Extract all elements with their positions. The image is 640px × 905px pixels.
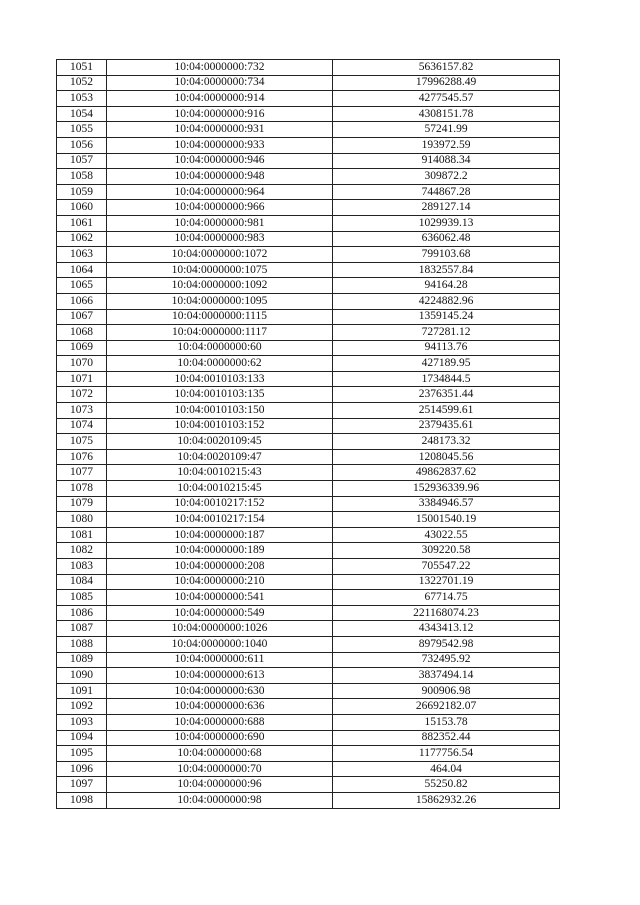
amount-cell: 248173.32 bbox=[333, 434, 560, 450]
table-row bbox=[57, 683, 560, 699]
amount-cell: 2514599.61 bbox=[333, 403, 560, 419]
amount-cell: 309872.2 bbox=[333, 169, 560, 185]
cadastral-code-cell: 10:04:0000000:62 bbox=[107, 356, 333, 372]
cadastral-code-cell: 10:04:0000000:933 bbox=[107, 137, 333, 153]
table-row bbox=[57, 746, 560, 762]
row-number-cell: 1078 bbox=[57, 481, 107, 497]
amount-cell: 1029939.13 bbox=[333, 215, 560, 231]
amount-cell: 1208045.56 bbox=[333, 449, 560, 465]
row-number-cell: 1070 bbox=[57, 356, 107, 372]
row-number-cell: 1076 bbox=[57, 449, 107, 465]
amount-cell: 17996288.49 bbox=[333, 75, 560, 91]
table-body bbox=[57, 60, 560, 809]
table-row bbox=[57, 278, 560, 294]
table-row bbox=[57, 418, 560, 434]
row-number-cell: 1095 bbox=[57, 746, 107, 762]
row-number-cell: 1062 bbox=[57, 231, 107, 247]
cadastral-code-cell: 10:04:0000000:946 bbox=[107, 153, 333, 169]
table-row bbox=[57, 574, 560, 590]
cadastral-code-cell: 10:04:0000000:966 bbox=[107, 200, 333, 216]
cadastral-code-cell: 10:04:0000000:1117 bbox=[107, 325, 333, 341]
table-row bbox=[57, 153, 560, 169]
row-number-cell: 1087 bbox=[57, 621, 107, 637]
table-row bbox=[57, 636, 560, 652]
table-row bbox=[57, 714, 560, 730]
table-row bbox=[57, 652, 560, 668]
table-row bbox=[57, 761, 560, 777]
table-row bbox=[57, 106, 560, 122]
row-number-cell: 1097 bbox=[57, 777, 107, 793]
table-row bbox=[57, 215, 560, 231]
amount-cell: 744867.28 bbox=[333, 184, 560, 200]
row-number-cell: 1088 bbox=[57, 636, 107, 652]
amount-cell: 15001540.19 bbox=[333, 512, 560, 528]
row-number-cell: 1083 bbox=[57, 559, 107, 575]
amount-cell: 1177756.54 bbox=[333, 746, 560, 762]
cadastral-code-cell: 10:04:0000000:208 bbox=[107, 559, 333, 575]
amount-cell: 4277545.57 bbox=[333, 91, 560, 107]
amount-cell: 15862932.26 bbox=[333, 792, 560, 808]
table-row bbox=[57, 75, 560, 91]
row-number-cell: 1056 bbox=[57, 137, 107, 153]
amount-cell: 3384946.57 bbox=[333, 496, 560, 512]
cadastral-code-cell: 10:04:0000000:210 bbox=[107, 574, 333, 590]
amount-cell: 3837494.14 bbox=[333, 668, 560, 684]
amount-cell: 289127.14 bbox=[333, 200, 560, 216]
amount-cell: 914088.34 bbox=[333, 153, 560, 169]
cadastral-code-cell: 10:04:0000000:964 bbox=[107, 184, 333, 200]
amount-cell: 4224882.96 bbox=[333, 293, 560, 309]
table-row bbox=[57, 122, 560, 138]
cadastral-code-cell: 10:04:0010215:45 bbox=[107, 481, 333, 497]
row-number-cell: 1068 bbox=[57, 325, 107, 341]
amount-cell: 5636157.82 bbox=[333, 60, 560, 76]
row-number-cell: 1075 bbox=[57, 434, 107, 450]
row-number-cell: 1065 bbox=[57, 278, 107, 294]
row-number-cell: 1079 bbox=[57, 496, 107, 512]
row-number-cell: 1063 bbox=[57, 247, 107, 263]
cadastral-code-cell: 10:04:0000000:690 bbox=[107, 730, 333, 746]
table-row bbox=[57, 481, 560, 497]
amount-cell: 2379435.61 bbox=[333, 418, 560, 434]
amount-cell: 732495.92 bbox=[333, 652, 560, 668]
table-row bbox=[57, 356, 560, 372]
amount-cell: 309220.58 bbox=[333, 543, 560, 559]
table-row bbox=[57, 621, 560, 637]
amount-cell: 94113.76 bbox=[333, 340, 560, 356]
row-number-cell: 1060 bbox=[57, 200, 107, 216]
table-row bbox=[57, 309, 560, 325]
row-number-cell: 1071 bbox=[57, 371, 107, 387]
table-row bbox=[57, 247, 560, 263]
cadastral-code-cell: 10:04:0000000:189 bbox=[107, 543, 333, 559]
amount-cell: 705547.22 bbox=[333, 559, 560, 575]
amount-cell: 8979542.98 bbox=[333, 636, 560, 652]
cadastral-code-cell: 10:04:0000000:688 bbox=[107, 714, 333, 730]
amount-cell: 4343413.12 bbox=[333, 621, 560, 637]
table-row bbox=[57, 169, 560, 185]
amount-cell: 1734844.5 bbox=[333, 371, 560, 387]
row-number-cell: 1090 bbox=[57, 668, 107, 684]
row-number-cell: 1092 bbox=[57, 699, 107, 715]
cadastral-code-cell: 10:04:0000000:1115 bbox=[107, 309, 333, 325]
table-row bbox=[57, 559, 560, 575]
table-row bbox=[57, 371, 560, 387]
table-row bbox=[57, 730, 560, 746]
amount-cell: 15153.78 bbox=[333, 714, 560, 730]
table-row bbox=[57, 184, 560, 200]
row-number-cell: 1082 bbox=[57, 543, 107, 559]
amount-cell: 636062.48 bbox=[333, 231, 560, 247]
cadastral-code-cell: 10:04:0000000:630 bbox=[107, 683, 333, 699]
cadastral-code-cell: 10:04:0020109:47 bbox=[107, 449, 333, 465]
cadastral-code-cell: 10:04:0000000:981 bbox=[107, 215, 333, 231]
cadastral-code-cell: 10:04:0000000:70 bbox=[107, 761, 333, 777]
amount-cell: 26692182.07 bbox=[333, 699, 560, 715]
row-number-cell: 1066 bbox=[57, 293, 107, 309]
row-number-cell: 1059 bbox=[57, 184, 107, 200]
row-number-cell: 1085 bbox=[57, 590, 107, 606]
cadastral-code-cell: 10:04:0000000:1040 bbox=[107, 636, 333, 652]
row-number-cell: 1058 bbox=[57, 169, 107, 185]
amount-cell: 727281.12 bbox=[333, 325, 560, 341]
row-number-cell: 1067 bbox=[57, 309, 107, 325]
row-number-cell: 1072 bbox=[57, 387, 107, 403]
table-row bbox=[57, 434, 560, 450]
cadastral-code-cell: 10:04:0000000:68 bbox=[107, 746, 333, 762]
cadastral-code-cell: 10:04:0010103:150 bbox=[107, 403, 333, 419]
row-number-cell: 1089 bbox=[57, 652, 107, 668]
row-number-cell: 1098 bbox=[57, 792, 107, 808]
cadastral-code-cell: 10:04:0000000:541 bbox=[107, 590, 333, 606]
table-row bbox=[57, 231, 560, 247]
cadastral-code-cell: 10:04:0000000:732 bbox=[107, 60, 333, 76]
amount-cell: 882352.44 bbox=[333, 730, 560, 746]
table-row bbox=[57, 668, 560, 684]
cadastral-code-cell: 10:04:0000000:983 bbox=[107, 231, 333, 247]
cadastral-code-cell: 10:04:0000000:931 bbox=[107, 122, 333, 138]
table-row bbox=[57, 340, 560, 356]
table-row bbox=[57, 496, 560, 512]
row-number-cell: 1084 bbox=[57, 574, 107, 590]
cadastral-code-cell: 10:04:0000000:1072 bbox=[107, 247, 333, 263]
amount-cell: 43022.55 bbox=[333, 527, 560, 543]
amount-cell: 55250.82 bbox=[333, 777, 560, 793]
table-row bbox=[57, 777, 560, 793]
cadastral-code-cell: 10:04:0000000:549 bbox=[107, 605, 333, 621]
table-row bbox=[57, 465, 560, 481]
row-number-cell: 1054 bbox=[57, 106, 107, 122]
amount-cell: 57241.99 bbox=[333, 122, 560, 138]
table-row bbox=[57, 512, 560, 528]
cadastral-code-cell: 10:04:0010103:152 bbox=[107, 418, 333, 434]
row-number-cell: 1074 bbox=[57, 418, 107, 434]
amount-cell: 1359145.24 bbox=[333, 309, 560, 325]
table-row bbox=[57, 293, 560, 309]
table-row bbox=[57, 590, 560, 606]
cadastral-code-cell: 10:04:0000000:187 bbox=[107, 527, 333, 543]
cadastral-code-cell: 10:04:0000000:1095 bbox=[107, 293, 333, 309]
table-row bbox=[57, 527, 560, 543]
row-number-cell: 1052 bbox=[57, 75, 107, 91]
amount-cell: 193972.59 bbox=[333, 137, 560, 153]
cadastral-code-cell: 10:04:0000000:636 bbox=[107, 699, 333, 715]
amount-cell: 49862837.62 bbox=[333, 465, 560, 481]
table-row bbox=[57, 262, 560, 278]
row-number-cell: 1081 bbox=[57, 527, 107, 543]
row-number-cell: 1069 bbox=[57, 340, 107, 356]
data-table bbox=[56, 59, 560, 809]
row-number-cell: 1057 bbox=[57, 153, 107, 169]
cadastral-code-cell: 10:04:0000000:611 bbox=[107, 652, 333, 668]
table-row bbox=[57, 449, 560, 465]
cadastral-code-cell: 10:04:0010217:152 bbox=[107, 496, 333, 512]
table-row bbox=[57, 543, 560, 559]
amount-cell: 221168074.23 bbox=[333, 605, 560, 621]
cadastral-code-cell: 10:04:0010103:135 bbox=[107, 387, 333, 403]
row-number-cell: 1096 bbox=[57, 761, 107, 777]
table-row bbox=[57, 387, 560, 403]
amount-cell: 94164.28 bbox=[333, 278, 560, 294]
amount-cell: 152936339.96 bbox=[333, 481, 560, 497]
amount-cell: 2376351.44 bbox=[333, 387, 560, 403]
cadastral-code-cell: 10:04:0000000:60 bbox=[107, 340, 333, 356]
cadastral-code-cell: 10:04:0010217:154 bbox=[107, 512, 333, 528]
table-row bbox=[57, 792, 560, 808]
amount-cell: 900906.98 bbox=[333, 683, 560, 699]
row-number-cell: 1091 bbox=[57, 683, 107, 699]
amount-cell: 427189.95 bbox=[333, 356, 560, 372]
amount-cell: 67714.75 bbox=[333, 590, 560, 606]
cadastral-code-cell: 10:04:0000000:98 bbox=[107, 792, 333, 808]
row-number-cell: 1077 bbox=[57, 465, 107, 481]
table-row bbox=[57, 605, 560, 621]
row-number-cell: 1086 bbox=[57, 605, 107, 621]
row-number-cell: 1055 bbox=[57, 122, 107, 138]
cadastral-code-cell: 10:04:0000000:1075 bbox=[107, 262, 333, 278]
cadastral-code-cell: 10:04:0000000:734 bbox=[107, 75, 333, 91]
table-row bbox=[57, 325, 560, 341]
cadastral-code-cell: 10:04:0000000:916 bbox=[107, 106, 333, 122]
cadastral-code-cell: 10:04:0000000:613 bbox=[107, 668, 333, 684]
cadastral-code-cell: 10:04:0020109:45 bbox=[107, 434, 333, 450]
row-number-cell: 1064 bbox=[57, 262, 107, 278]
row-number-cell: 1051 bbox=[57, 60, 107, 76]
table-row bbox=[57, 403, 560, 419]
row-number-cell: 1053 bbox=[57, 91, 107, 107]
table-row bbox=[57, 137, 560, 153]
row-number-cell: 1080 bbox=[57, 512, 107, 528]
cadastral-code-cell: 10:04:0000000:948 bbox=[107, 169, 333, 185]
table-row bbox=[57, 699, 560, 715]
row-number-cell: 1094 bbox=[57, 730, 107, 746]
cadastral-code-cell: 10:04:0010103:133 bbox=[107, 371, 333, 387]
row-number-cell: 1073 bbox=[57, 403, 107, 419]
cadastral-code-cell: 10:04:0000000:1026 bbox=[107, 621, 333, 637]
amount-cell: 1322701.19 bbox=[333, 574, 560, 590]
amount-cell: 4308151.78 bbox=[333, 106, 560, 122]
row-number-cell: 1061 bbox=[57, 215, 107, 231]
table-row bbox=[57, 200, 560, 216]
row-number-cell: 1093 bbox=[57, 714, 107, 730]
amount-cell: 464.04 bbox=[333, 761, 560, 777]
cadastral-code-cell: 10:04:0000000:1092 bbox=[107, 278, 333, 294]
cadastral-code-cell: 10:04:0010215:43 bbox=[107, 465, 333, 481]
amount-cell: 1832557.84 bbox=[333, 262, 560, 278]
table-row bbox=[57, 91, 560, 107]
amount-cell: 799103.68 bbox=[333, 247, 560, 263]
cadastral-code-cell: 10:04:0000000:914 bbox=[107, 91, 333, 107]
table-row bbox=[57, 60, 560, 76]
cadastral-code-cell: 10:04:0000000:96 bbox=[107, 777, 333, 793]
